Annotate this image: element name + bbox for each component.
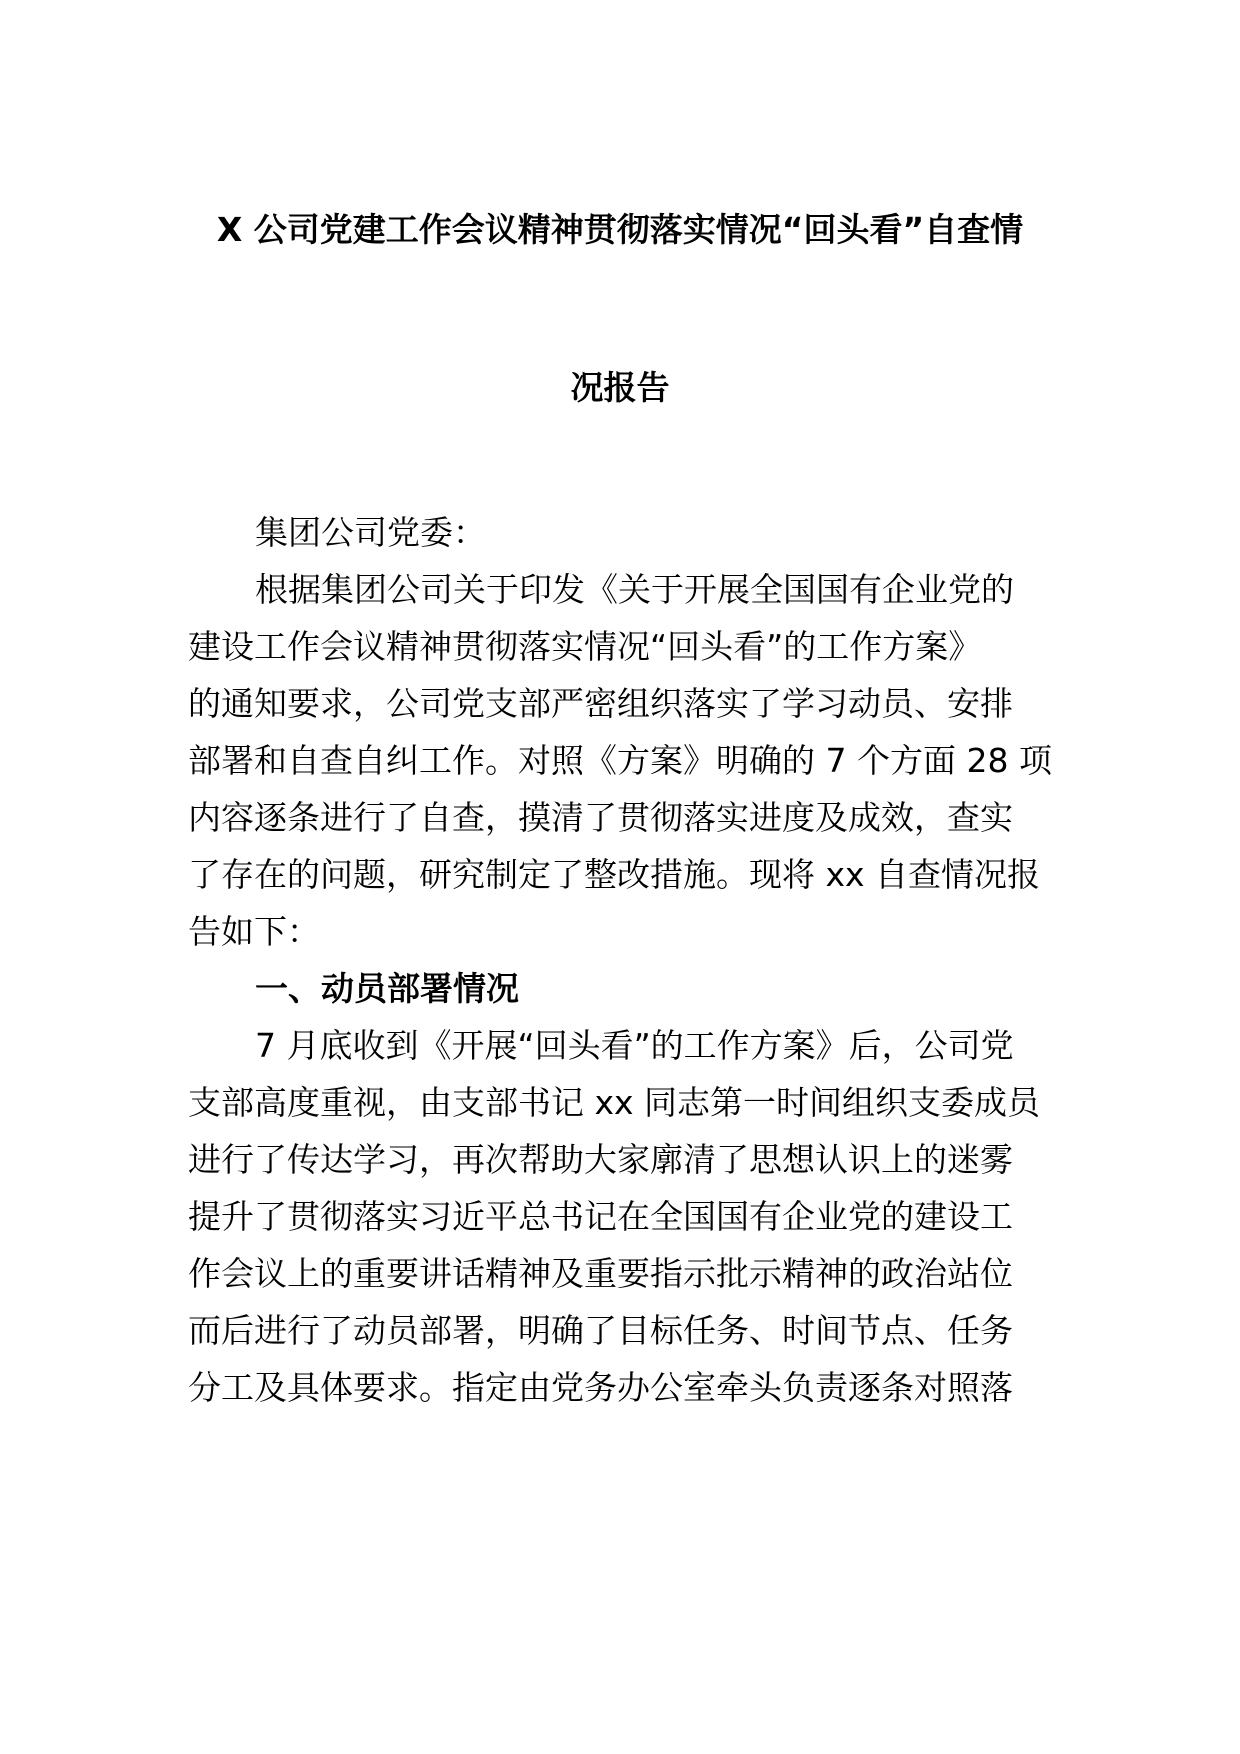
salutation: 集团公司党委： — [255, 513, 486, 552]
paragraph-1-line: 告如下： — [188, 912, 320, 951]
paragraph-1-line: 根据集团公司关于印发《关于开展全国国有企业党的 — [255, 570, 1014, 609]
section-1-heading: 一、动员部署情况 — [255, 969, 519, 1008]
paragraph-1-line: 建设工作会议精神贯彻落实情况“回头看”的工作方案》 — [188, 627, 982, 666]
paragraph-1-line: 的通知要求，公司党支部严密组织落实了学习动员、安排 — [188, 684, 1013, 723]
document-title-line-1: X 公司党建工作会议精神贯彻落实情况“回头看”自查情 — [216, 210, 1024, 249]
paragraph-2-line: 进行了传达学习，再次帮助大家廓清了思想认识上的迷雾 — [188, 1140, 1013, 1179]
paragraph-2-line: 支部高度重视，由支部书记 xx 同志第一时间组织支委成员 — [188, 1083, 1041, 1122]
paragraph-1-line: 内容逐条进行了自查，摸清了贯彻落实进度及成效，查实 — [188, 798, 1013, 837]
document-title-line-2: 况报告 — [570, 368, 670, 407]
paragraph-2-line: 7 月底收到《开展“回头看”的工作方案》后，公司党 — [255, 1026, 1014, 1065]
paragraph-2-line: 而后进行了动员部署，明确了目标任务、时间节点、任务 — [188, 1311, 1013, 1350]
paragraph-1-line: 部署和自查自纠工作。对照《方案》明确的 7 个方面 28 项 — [188, 741, 1052, 780]
paragraph-2-line: 提升了贯彻落实习近平总书记在全国国有企业党的建设工 — [188, 1197, 1013, 1236]
paragraph-1-line: 了存在的问题，研究制定了整改措施。现将 xx 自查情况报 — [188, 855, 1041, 894]
paragraph-2-line: 分工及具体要求。指定由党务办公室牵头负责逐条对照落 — [188, 1368, 1013, 1407]
paragraph-2-line: 作会议上的重要讲话精神及重要指示批示精神的政治站位 — [188, 1254, 1013, 1293]
